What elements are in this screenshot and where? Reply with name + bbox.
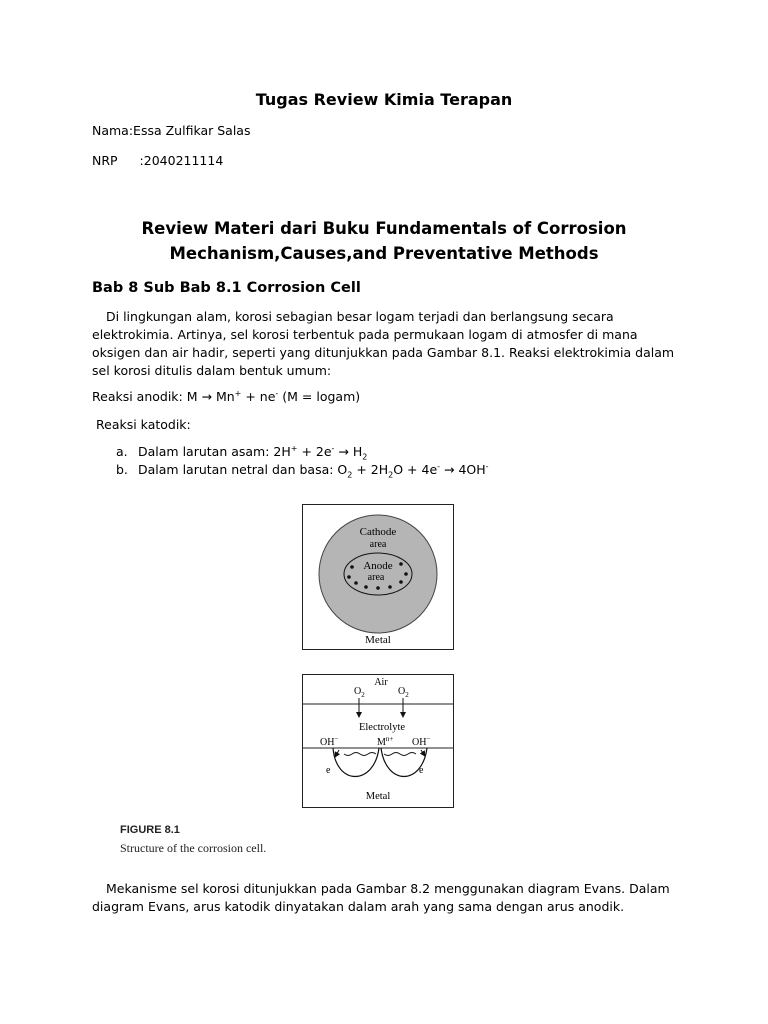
figure-caption-label: FIGURE 8.1 xyxy=(120,824,180,836)
list-marker: b. xyxy=(116,462,128,477)
air-label: Air xyxy=(374,677,388,688)
oh-label-right: OH− xyxy=(412,735,431,748)
intro-paragraph: Di lingkungan alam, korosi sebagian besar logam terjadi dan berlangsung secara elektrokimia. Artinya, sel korosi terbentuk pada permukaan logam di atmosfer di mana oksigen dan air hadir, seperti yang ditunjukkan pada Gambar 8.1. Reaksi elektrokimia dalam sel korosi ditulis dalam bentuk umum: xyxy=(92,309,675,378)
electron-label-left: e xyxy=(326,765,331,776)
electrolyte-label: Electrolyte xyxy=(358,722,406,733)
anode-label-2: area xyxy=(367,572,385,583)
figure-caption-text: Structure of the corrosion cell. xyxy=(120,841,267,855)
list-item: b. Dalam larutan netral dan basa: $O_2 + 2H_2O + 4e^- \to 4OH^-$ xyxy=(116,461,489,480)
nrp-value: :2040211114 xyxy=(139,153,224,168)
evans-paragraph: Mekanisme sel korosi ditunjukkan pada Gambar 8.2 menggunakan diagram Evans. Dalam diagram Evans, arus katodik dinyatakan dalam arah yang sama dengan arus anodik. xyxy=(92,881,670,914)
student-nrp xyxy=(92,153,223,168)
o2-label-right: $O_2$ xyxy=(398,686,409,699)
corrosion-cell-cross-section-figure xyxy=(302,674,454,808)
anodic-reaction: Reaksi anodik: M → Mn+ + ne- (M = logam) xyxy=(92,388,361,404)
metal-label: Metal xyxy=(365,634,391,646)
list-item: a. Dalam larutan asam: $2H^+ + 2e^- \to H_2$ xyxy=(116,443,368,462)
electron-label-right: e xyxy=(419,765,424,776)
anode-label-1: Anode xyxy=(363,560,393,572)
o2-label-left: $O_2$ xyxy=(354,686,365,699)
document-title: Tugas Review Kimia Terapan xyxy=(255,90,513,109)
corrosion-cell-top-view-figure xyxy=(302,504,454,650)
cathode-label-2: area xyxy=(369,539,387,550)
cathode-label-1: Cathode xyxy=(359,526,397,538)
oh-label-left: OH− xyxy=(320,735,339,748)
metal-label-bottom: Metal xyxy=(365,791,391,802)
student-name: Nama:Essa Zulfikar Salas xyxy=(92,123,251,138)
section-heading: Bab 8 Sub Bab 8.1 Corrosion Cell xyxy=(92,280,361,296)
cathodic-label: Reaksi katodik: xyxy=(96,417,191,432)
review-title-line-1: Review Materi dari Buku Fundamentals of Corrosion xyxy=(141,219,627,238)
nrp-label: NRP xyxy=(92,153,118,168)
list-marker: a. xyxy=(116,444,128,459)
mn-label: $M^{n+}$ xyxy=(377,735,394,748)
review-title-line-2: Mechanism,Causes,and Preventative Methods xyxy=(169,244,599,263)
